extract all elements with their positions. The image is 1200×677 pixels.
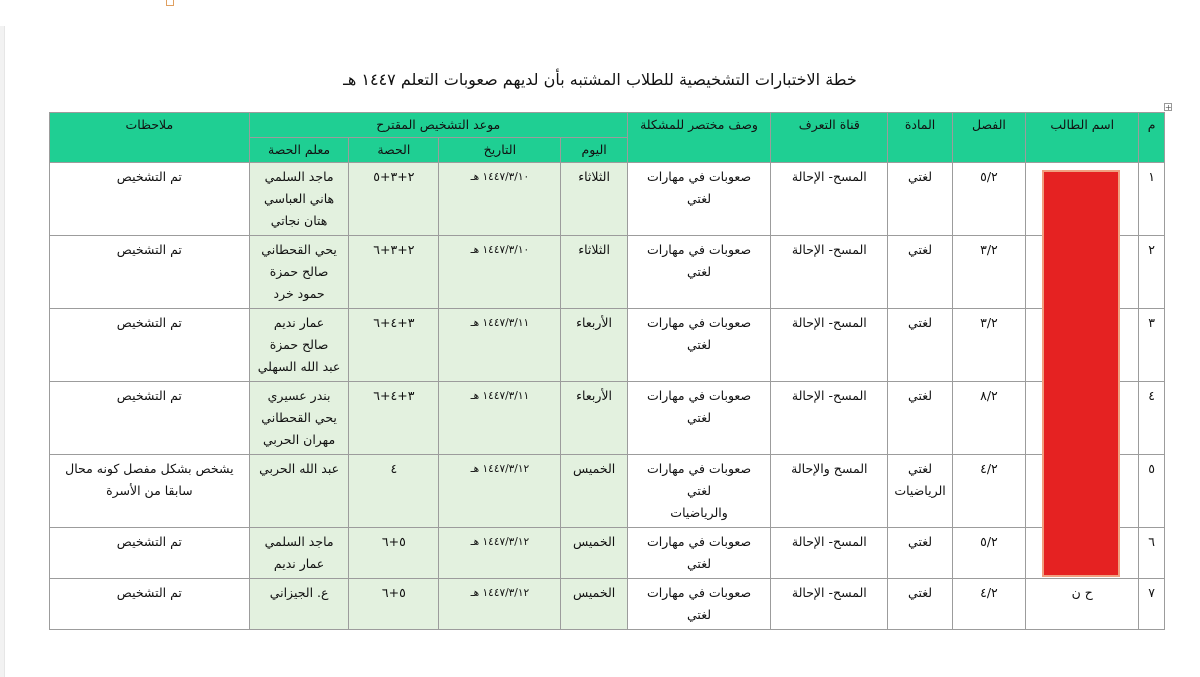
channel-cell: المسح- الإحالة (771, 579, 888, 630)
row-number: ١ (1139, 163, 1165, 236)
teacher-name: حمود خرد (273, 286, 325, 301)
date-cell: ١٤٤٧/٣/١٢ هـ (439, 455, 561, 528)
description-cell (627, 309, 771, 382)
student-name: ح ن (1026, 579, 1139, 630)
description-cell (627, 579, 771, 630)
description-line: صعوبات في مهارات لغتي (647, 242, 752, 279)
document-title: خطة الاختبارات التشخيصية للطلاب المشتبه بأن لديهم صعوبات التعلم ١٤٤٧ هـ (343, 70, 857, 89)
date-cell: ١٤٤٧/٣/١١ هـ (439, 309, 561, 382)
teacher-name: عبد الله السهلي (257, 359, 341, 374)
notes-cell (50, 309, 250, 382)
teacher-name: هتان نجاتي (270, 213, 328, 228)
subject-line: الرياضيات (894, 483, 946, 498)
header-date: التاريخ (439, 138, 561, 163)
header-student-name: اسم الطالب (1026, 113, 1139, 163)
subject-cell (888, 236, 952, 309)
table-row (50, 455, 1165, 528)
row-number: ٥ (1139, 455, 1165, 528)
teacher-name: ع. الجيزاني (269, 585, 329, 600)
notes-cell (50, 528, 250, 579)
notes-line: يشخص بشكل مفصل كونه محال (65, 461, 234, 476)
teacher-name: عبد الله الحربي (259, 461, 340, 476)
notes-cell (50, 382, 250, 455)
subject-line: لغتي (908, 388, 933, 403)
period-cell: ٥+٦ (349, 528, 439, 579)
teacher-cell (249, 163, 349, 236)
notes-line: سابقا من الأسرة (106, 483, 193, 498)
date-cell: ١٤٤٧/٣/١٠ هـ (439, 163, 561, 236)
subject-line: لغتي (908, 315, 933, 330)
description-line: صعوبات في مهارات لغتي (647, 534, 752, 571)
table-row (50, 163, 1165, 236)
subject-line: لغتي (908, 242, 933, 257)
class-cell: ٥/٢ (952, 528, 1025, 579)
day-cell: الأربعاء (561, 382, 627, 455)
subject-line: لغتي (908, 461, 933, 476)
table-row (50, 579, 1165, 630)
day-cell: الثلاثاء (561, 163, 627, 236)
class-cell: ٤/٢ (952, 579, 1025, 630)
day-cell: الأربعاء (561, 309, 627, 382)
teacher-cell (249, 528, 349, 579)
teacher-name: هاني العباسي (264, 191, 335, 206)
channel-cell: المسح- الإحالة (771, 236, 888, 309)
class-cell: ٤/٢ (952, 455, 1025, 528)
header-notes: ملاحظات (50, 113, 250, 163)
class-cell: ٣/٢ (952, 236, 1025, 309)
class-cell: ٨/٢ (952, 382, 1025, 455)
notes-line: تم التشخيص (116, 315, 182, 330)
description-line: صعوبات في مهارات لغتي (647, 315, 752, 352)
row-number: ٦ (1139, 528, 1165, 579)
day-cell: الخميس (561, 528, 627, 579)
teacher-name: صالح حمزة (269, 337, 329, 352)
description-line: صعوبات في مهارات لغتي (647, 388, 752, 425)
diagnostic-plan-table (49, 112, 1165, 630)
teacher-name: ماجد السلمي (264, 169, 334, 184)
teacher-name: عمار نديم (273, 556, 325, 571)
class-cell: ٥/٢ (952, 163, 1025, 236)
subject-cell (888, 455, 952, 528)
subject-line: لغتي (908, 169, 933, 184)
table-move-handle-icon[interactable]: + (1165, 103, 1172, 112)
teacher-name: يحي القحطاني (261, 242, 337, 257)
channel-cell: المسح- الإحالة (771, 309, 888, 382)
notes-line: تم التشخيص (116, 388, 182, 403)
description-line: صعوبات في مهارات لغتي (647, 585, 752, 622)
header-channel: قناة التعرف (771, 113, 888, 163)
period-cell: ٣+٤+٦ (349, 382, 439, 455)
notes-line: تم التشخيص (116, 585, 182, 600)
subject-cell (888, 309, 952, 382)
table-row (50, 528, 1165, 579)
subject-line: لغتي (908, 585, 933, 600)
row-number: ٧ (1139, 579, 1165, 630)
teacher-cell (249, 309, 349, 382)
header-description: وصف مختصر للمشكلة (627, 113, 771, 163)
description-line: والرياضيات (670, 505, 728, 520)
header-subject: المادة (888, 113, 952, 163)
channel-cell: المسح- الإحالة (771, 382, 888, 455)
notes-cell (50, 163, 250, 236)
row-number: ٤ (1139, 382, 1165, 455)
header-teacher: معلم الحصة (249, 138, 349, 163)
period-cell: ٥+٦ (349, 579, 439, 630)
header-day: اليوم (561, 138, 627, 163)
notes-cell (50, 236, 250, 309)
description-cell (627, 528, 771, 579)
row-number: ٢ (1139, 236, 1165, 309)
table-row (50, 309, 1165, 382)
subject-cell (888, 579, 952, 630)
header-num: م (1139, 113, 1165, 163)
header-period: الحصة (349, 138, 439, 163)
day-cell: الخميس (561, 579, 627, 630)
date-cell: ١٤٤٧/٣/١٠ هـ (439, 236, 561, 309)
teacher-name: عمار نديم (273, 315, 325, 330)
notes-line: تم التشخيص (116, 169, 182, 184)
date-cell: ١٤٤٧/٣/١٢ هـ (439, 528, 561, 579)
redaction-block (1042, 170, 1120, 577)
teacher-name: صالح حمزة (269, 264, 329, 279)
table-row (50, 382, 1165, 455)
notes-cell (50, 455, 250, 528)
description-line: صعوبات في مهارات لغتي (647, 169, 752, 206)
description-cell (627, 163, 771, 236)
subject-cell (888, 528, 952, 579)
notes-line: تم التشخيص (116, 242, 182, 257)
header-appointment: موعد التشخيص المقترح (249, 113, 627, 138)
text-cursor-marker (166, 0, 174, 6)
notes-line: تم التشخيص (116, 534, 182, 549)
teacher-cell (249, 579, 349, 630)
channel-cell: المسح- الإحالة (771, 528, 888, 579)
date-cell: ١٤٤٧/٣/١٢ هـ (439, 579, 561, 630)
teacher-name: بندر عسيري (267, 388, 331, 403)
description-line: صعوبات في مهارات لغتي (647, 461, 752, 498)
period-cell: ٢+٣+٦ (349, 236, 439, 309)
teacher-cell (249, 455, 349, 528)
teacher-name: يحي القحطاني (261, 410, 337, 425)
period-cell: ٤ (349, 455, 439, 528)
header-class: الفصل (952, 113, 1025, 163)
teacher-name: ماجد السلمي (264, 534, 334, 549)
period-cell: ٢+٣+٥ (349, 163, 439, 236)
date-cell: ١٤٤٧/٣/١١ هـ (439, 382, 561, 455)
teacher-cell (249, 236, 349, 309)
subject-line: لغتي (908, 534, 933, 549)
description-cell (627, 382, 771, 455)
channel-cell: المسح- الإحالة (771, 163, 888, 236)
class-cell: ٣/٢ (952, 309, 1025, 382)
teacher-name: مهران الحربي (263, 432, 336, 447)
channel-cell: المسح والإحالة (771, 455, 888, 528)
description-cell (627, 236, 771, 309)
header-row-top (50, 113, 1165, 138)
notes-cell (50, 579, 250, 630)
row-number: ٣ (1139, 309, 1165, 382)
table-row (50, 236, 1165, 309)
description-cell (627, 455, 771, 528)
day-cell: الثلاثاء (561, 236, 627, 309)
day-cell: الخميس (561, 455, 627, 528)
subject-cell (888, 382, 952, 455)
teacher-cell (249, 382, 349, 455)
period-cell: ٣+٤+٦ (349, 309, 439, 382)
subject-cell (888, 163, 952, 236)
